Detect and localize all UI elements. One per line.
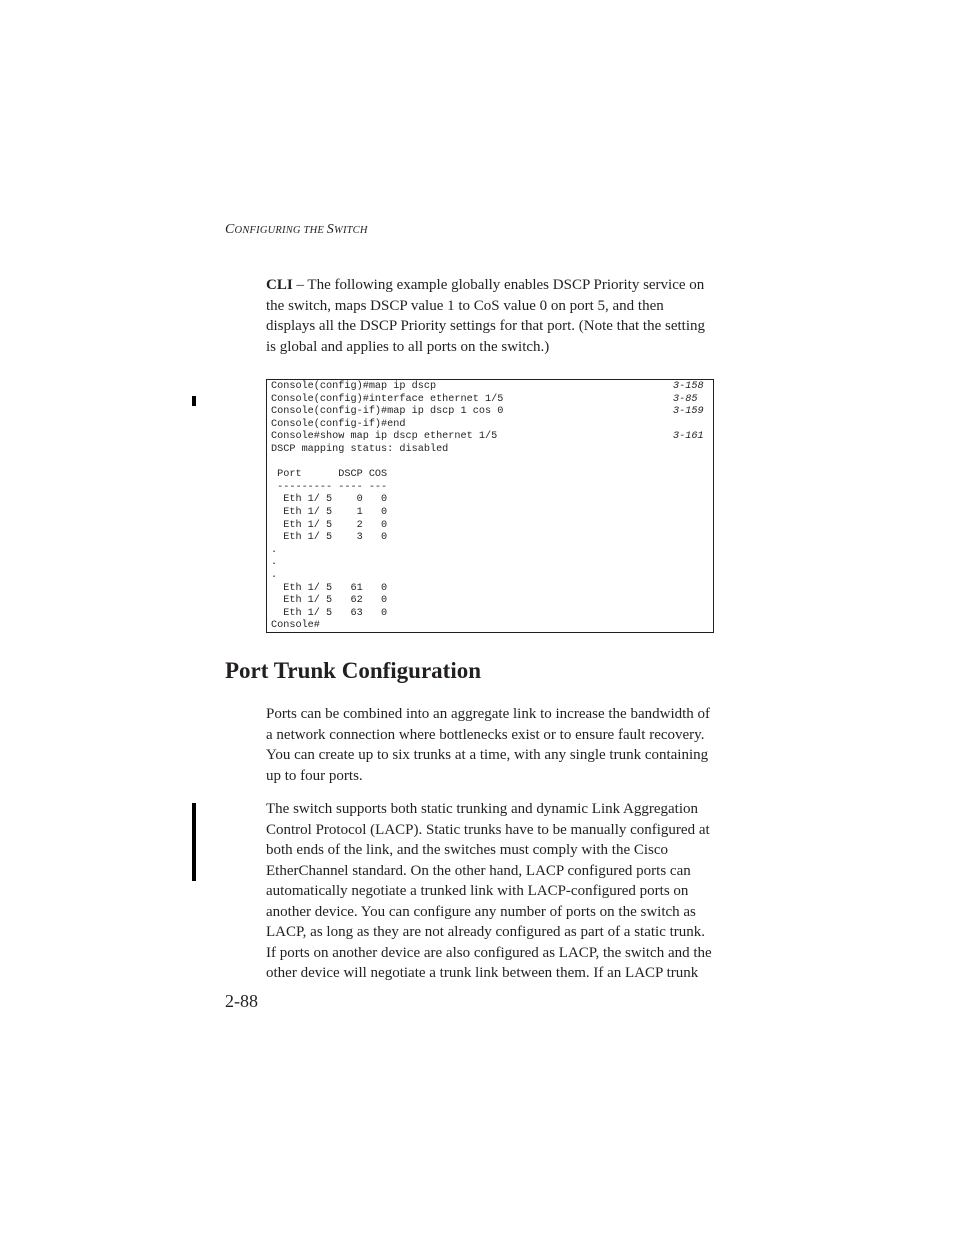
- change-bar: [192, 803, 196, 881]
- code-line: Eth 1/ 5 3 0: [271, 532, 388, 544]
- code-line: Eth 1/ 5 1 0: [271, 507, 388, 518]
- cli-paragraph: [266, 275, 716, 357]
- cli-label: CLI: [266, 277, 293, 293]
- body-paragraph-1: Ports can be combined into an aggregate link to increase the bandwidth of a network connection where bottlenecks exist or to ensure fault recovery. You can create up to six trunks at a time, with any single trunk containing up to four ports.: [266, 706, 711, 784]
- code-line: .: [271, 570, 278, 581]
- code-line: Port DSCP COS: [271, 469, 388, 481]
- code-page-reference: 3-85: [673, 393, 698, 405]
- code-line: Eth 1/ 5 61 0: [271, 582, 388, 594]
- code-line: Console#show map ip dscp ethernet 1/5: [271, 431, 498, 443]
- page-number: 2-88: [225, 991, 258, 1011]
- code-line: Eth 1/ 5 0 0: [271, 494, 388, 506]
- code-line: .: [271, 544, 278, 556]
- cli-text: – The following example globally enables DSCP Priority service on the switch, maps DSCP value 1 to CoS value 0 on port 5, and then displays all the DSCP Priority settings for that port. (Note that the setting is global and applies to all ports on the switch.): [266, 277, 705, 355]
- code-line: Console(config)#map ip dscp: [271, 381, 437, 392]
- code-line: --------- ---- ---: [271, 481, 388, 493]
- code-page-reference: 3-159: [673, 406, 704, 418]
- code-line: Eth 1/ 5 2 0: [271, 519, 388, 531]
- section-heading: Port Trunk Configuration: [225, 658, 482, 683]
- code-line: DSCP mapping status: disabled: [271, 444, 449, 455]
- code-example-box: [266, 379, 714, 633]
- running-head-smallcaps-1: ONFIGURING THE: [234, 225, 327, 236]
- code-line: Console(config)#interface ethernet 1/5: [271, 393, 504, 405]
- change-bar: [192, 396, 196, 406]
- code-line: Console#: [271, 620, 320, 632]
- running-head-initial-c: C: [225, 222, 235, 237]
- code-page-reference: 3-158: [673, 381, 704, 392]
- code-page-reference: 3-161: [673, 431, 704, 443]
- running-head-initial-s: S: [326, 222, 334, 237]
- code-line: Eth 1/ 5 63 0: [271, 607, 388, 619]
- running-head: [225, 222, 368, 238]
- code-line: Console(config-if)#map ip dscp 1 cos 0: [271, 406, 504, 418]
- code-line: Console(config-if)#end: [271, 418, 406, 430]
- running-head-smallcaps-2: WITCH: [334, 225, 368, 236]
- body-paragraph-2: The switch supports both static trunking and dynamic Link Aggregation Control Protocol (LACP). Static trunks have to be manually configured at both ends of the link, and the switches must comply with the Cisco EtherChannel standard. On the other hand, LACP configured ports can automatically negotiate a trunked link with LACP-configured ports on another device. You can configure any number of ports on the switch as LACP, as long as they are not already configured as part of a static trunk. If ports on another device are also configured as LACP, the switch and the other device will negotiate a trunk link between them. If an LACP trunk: [266, 801, 712, 981]
- code-line: .: [271, 557, 278, 569]
- code-line: Eth 1/ 5 62 0: [271, 595, 388, 607]
